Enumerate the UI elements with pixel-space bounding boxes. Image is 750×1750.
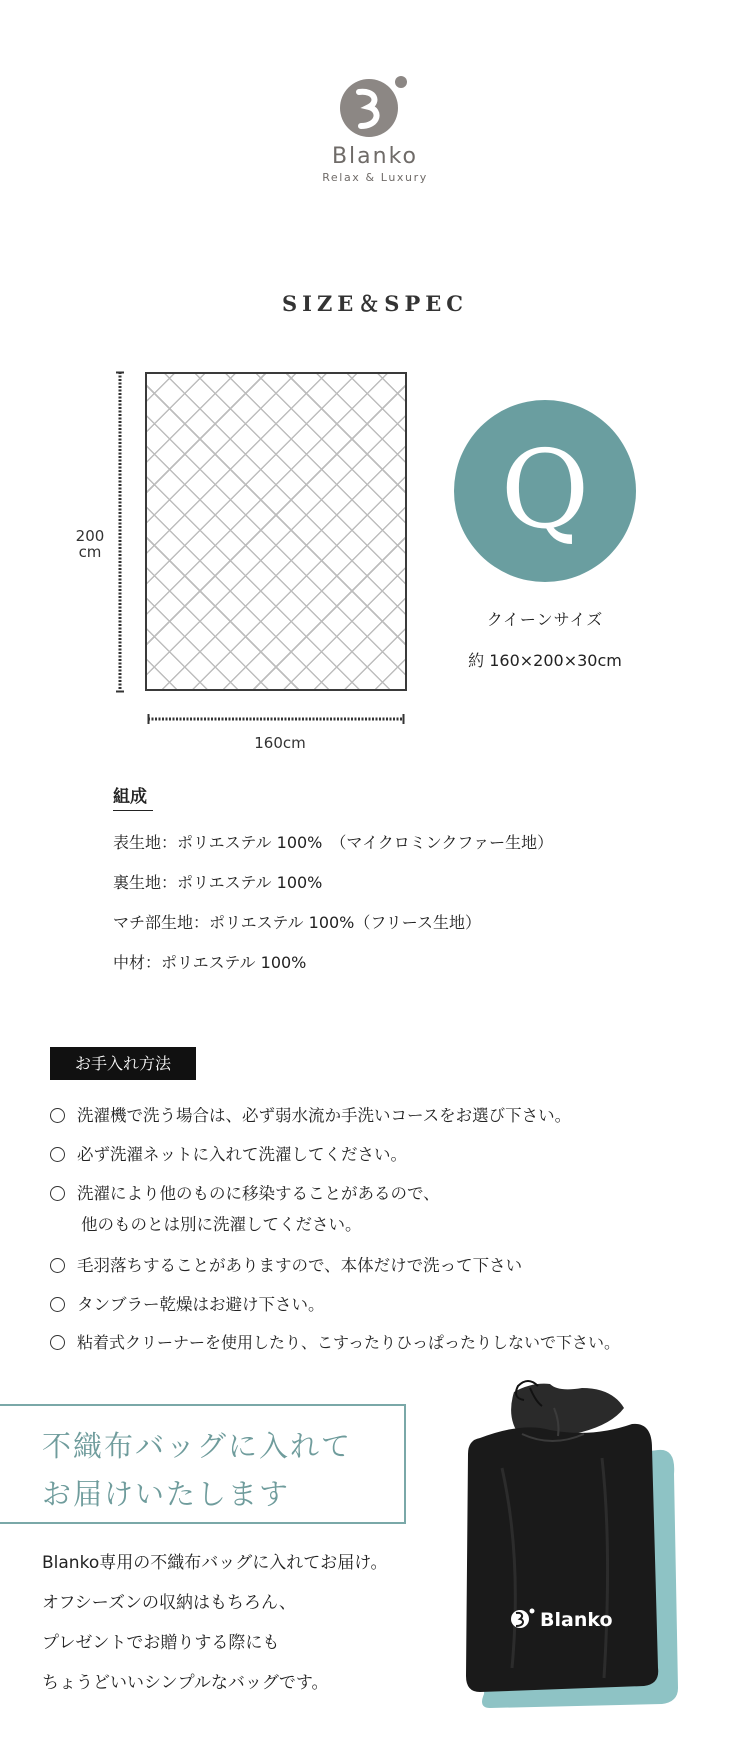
- care-item: 必ず洗濯ネットに入れて洗濯してください。: [50, 1141, 407, 1165]
- width-label: 160cm: [254, 734, 306, 752]
- composition-underline: [113, 810, 153, 811]
- brand-tagline: Relax & Luxury: [322, 171, 428, 184]
- composition-item: 中材：ポリエステル 100%: [113, 953, 307, 972]
- circle-bullet-icon: [50, 1186, 65, 1201]
- height-label: 200 cm: [75, 527, 105, 561]
- drawstring-bag-illustration: [462, 1378, 702, 1710]
- bag-text-line: プレゼントでお贈りする際にも: [42, 1633, 280, 1653]
- blanket-illustration: [145, 372, 407, 691]
- blanko-logo-icon: [335, 70, 415, 140]
- care-item: 粘着式クリーナーを使用したり、こすったりひっぱったりしないで下さい。: [50, 1330, 620, 1353]
- brand-name: Blanko: [331, 144, 419, 169]
- circle-bullet-icon: [50, 1108, 65, 1123]
- care-item: 毛羽落ちすることがありますので、本体だけで洗って下さい: [50, 1252, 522, 1276]
- size-name: クイーンサイズ: [486, 610, 604, 629]
- circle-bullet-icon: [50, 1297, 65, 1312]
- size-dimensions: 約 160×200×30cm: [468, 651, 622, 670]
- care-item: 洗濯機で洗う場合は、必ず弱水流か手洗いコースをお選び下さい。: [50, 1102, 571, 1126]
- width-dimension-line: [147, 714, 405, 724]
- composition-item: 裏生地：ポリエステル 100%: [113, 873, 323, 892]
- bag-heading-line1: 不織布バッグに入れて: [42, 1429, 353, 1463]
- care-item: タンブラー乾燥はお避け下さい。: [50, 1291, 325, 1315]
- bag-text-line: Blanko専用の不織布バッグに入れてお届け。: [42, 1553, 388, 1573]
- composition-title: 組成: [113, 787, 147, 807]
- brand-logo: [0, 70, 750, 184]
- bag-text-line: ちょうどいいシンプルなバッグです。: [42, 1673, 329, 1693]
- care-item: 洗濯により他のものに移染することがあるので、: [50, 1180, 440, 1204]
- bag-brand-text: Blanko: [540, 1609, 613, 1631]
- bag-heading-line2: お届けいたします: [42, 1477, 291, 1511]
- circle-bullet-icon: [50, 1258, 65, 1273]
- care-item-continued: 他のものとは別に洗濯してください。: [81, 1215, 362, 1234]
- size-badge-letter: Q: [500, 428, 590, 553]
- circle-bullet-icon: [50, 1147, 65, 1162]
- composition-item: マチ部生地：ポリエステル 100%（フリース生地）: [113, 913, 481, 932]
- care-badge: お手入れ方法: [50, 1047, 196, 1080]
- section-title: SIZE＆SPEC: [281, 291, 468, 316]
- circle-bullet-icon: [50, 1335, 65, 1350]
- composition-item: 表生地：ポリエステル 100% （マイクロミンクファー生地）: [113, 833, 554, 852]
- bag-text-line: オフシーズンの収納はもちろん、: [42, 1593, 296, 1613]
